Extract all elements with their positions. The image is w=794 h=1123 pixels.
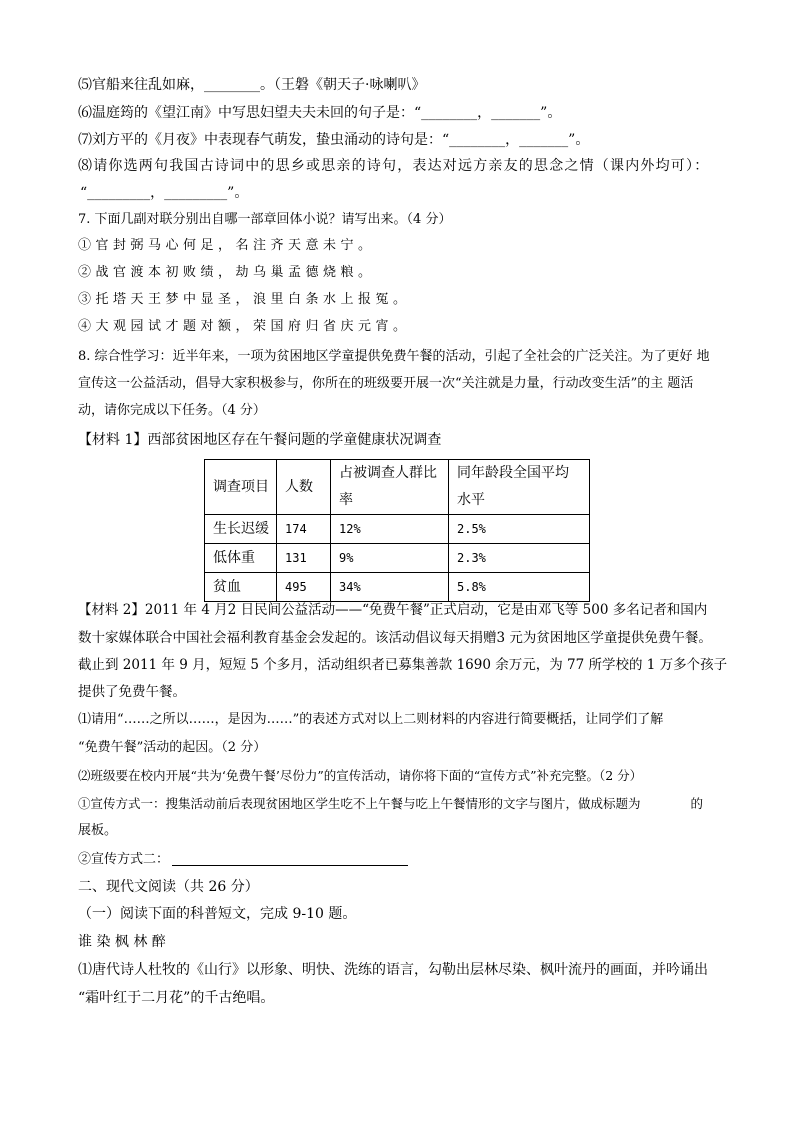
method-1-continuation: 展板。	[78, 823, 118, 838]
table-cell: 12%	[331, 515, 449, 544]
question-7-prompt: 7. 下面几副对联分别出自哪一部章回体小说？请写出来。（4 分）	[78, 212, 452, 227]
task-1-line: “免费午餐”活动的起因。（2 分）	[78, 740, 267, 755]
paragraph-1-line: “霜叶红于二月花”的千古绝唱。	[78, 990, 275, 1006]
table-cell: 174	[277, 515, 331, 544]
material-2-line: 数十家媒体联合中国社会福利教育基金会发起的。该活动倡议每天捐赠3 元为贫困地区学童提供免费午餐。	[78, 630, 712, 646]
table-cell: 贫血	[205, 573, 277, 602]
table-row	[205, 573, 590, 602]
table-cell: 5.8%	[449, 573, 590, 602]
table-cell: 34%	[331, 573, 449, 602]
recitation-item-8-answer-line: “_________，_________”。	[80, 185, 249, 201]
recitation-item-8-line-1: ⑻请你选两句我国古诗词中的思乡或思亲的诗句，表达对远方亲友的思念之情（课内外均可）：	[78, 158, 710, 174]
couplet-4: ④大观园试才题对额，荣国府归省庆元宵。	[78, 319, 411, 334]
material-2-line: 【材料 2】2011 年 4 月2 日民间公益活动——“免费午餐”正式启动，它是由邓飞等 500 多名记者和国内	[78, 602, 708, 618]
question-8-prompt-line: 动，请你完成以下任务。（4 分）	[78, 403, 266, 418]
recitation-item-5: ⑸官船来往乱如麻，________。（王磐《朝天子·咏喇叭》	[78, 77, 426, 93]
method-1-line	[78, 795, 703, 813]
table-row	[205, 544, 590, 573]
question-8-prompt-line: 8. 综合性学习：近半年来，一项为贫困地区学童提供免费午餐的活动，引起了全社会的广泛关注。为了更好 地	[78, 349, 710, 364]
material-1-title: 【材料 1】西部贫困地区存在午餐问题的学童健康状况调查	[78, 432, 442, 448]
table-cell: 9%	[331, 544, 449, 573]
method-1-text-end: 的	[690, 796, 704, 811]
table-header-cell	[449, 460, 590, 515]
table-header-row	[205, 460, 590, 515]
task-1-line: ⑴请用“……之所以……，是因为……”的表述方式对以上二则材料的内容进行简要概括，让同学们了解	[78, 712, 664, 727]
couplet-3: ③托塔天王梦中显圣，浪里白条水上报冤。	[78, 292, 411, 307]
article-title: 谁 染 枫 林 醉	[78, 934, 166, 950]
material-2-line: 截止到 2011 年 9 月，短短 5 个多月，活动组织者已募集善款 1690 余万元，为 77 所学校的 1 万多个孩子	[78, 657, 728, 673]
table-header-label: 占被调查人群比率	[339, 465, 437, 508]
method-2-label: ②宣传方式二：	[78, 852, 170, 867]
answer-blank-line	[172, 850, 408, 866]
material-2-line: 提供了免费午餐。	[78, 684, 186, 700]
task-2-line: ⑵班级要在校内开展“共为‘免费午餐’尽份力”的宣传活动，请你将下面的“宣传方式”补充完整。（2 分）	[78, 768, 643, 783]
health-survey-table	[204, 459, 590, 602]
method-2-line	[78, 850, 408, 869]
table-header-cell: 人数	[277, 460, 331, 515]
question-8-prompt-line: 宣传这一公益活动，倡导大家积极参与，你所在的班级要开展一次“关注就是力量，行动改变生活”的主 题活	[78, 376, 694, 391]
recitation-item-6: ⑹温庭筠的《望江南》中写思妇望夫夫未回的句子是：“________，_______”。	[78, 105, 562, 121]
table-cell: 2.5%	[449, 515, 590, 544]
reading-subheading: （一）阅读下面的科普短文，完成 9-10 题。	[78, 906, 357, 922]
couplet-1: ①官封弼马心何足，名注齐天意未宁。	[78, 238, 376, 253]
table-header-cell	[331, 460, 449, 515]
paragraph-1-line: ⑴唐代诗人杜牧的《山行》以形象、明快、洗练的语言，勾勒出层林尽染、枫叶流丹的画面，并吟诵出	[78, 962, 708, 978]
table-cell: 495	[277, 573, 331, 602]
table-header-cell: 调查项目	[205, 460, 277, 515]
method-1-text: ①宣传方式一：搜集活动前后表现贫困地区学生吃不上午餐与吃上午餐情形的文字与图片，做成标题为	[78, 796, 641, 811]
table-cell: 2.3%	[449, 544, 590, 573]
recitation-item-7: ⑺刘方平的《月夜》中表现春气萌发，蛰虫涌动的诗句是：“________，_______”。	[78, 132, 590, 148]
table-row	[205, 515, 590, 544]
section-2-heading: 二、现代文阅读（共 26 分）	[78, 879, 259, 895]
table-cell: 131	[277, 544, 331, 573]
table-header-label: 同年龄段全国平均水平	[457, 465, 569, 508]
table-cell: 低体重	[205, 544, 277, 573]
table-cell: 生长迟缓	[205, 515, 277, 544]
couplet-2: ②战官渡本初败绩，劫乌巢孟德烧粮。	[78, 265, 376, 280]
